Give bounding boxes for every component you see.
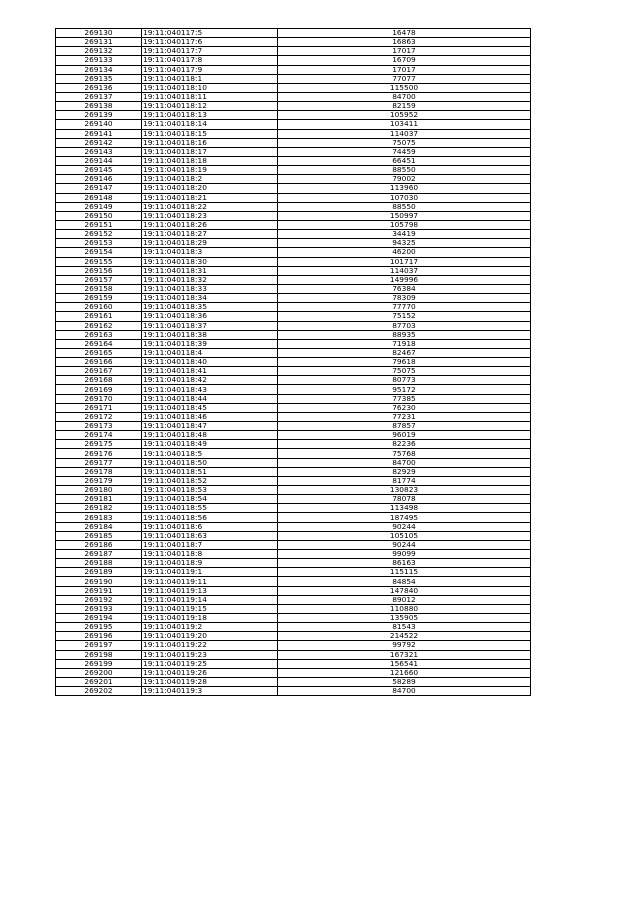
row-number-cell: 269139 <box>56 111 142 120</box>
table-row <box>56 321 531 330</box>
table-row <box>56 193 531 202</box>
row-number-cell: 269171 <box>56 403 142 412</box>
row-number-cell: 269151 <box>56 220 142 229</box>
value-cell: 214522 <box>278 632 531 641</box>
row-number-cell: 269133 <box>56 56 142 65</box>
table-row <box>56 257 531 266</box>
cadastral-number-cell: 19:11:040118:45 <box>142 403 278 412</box>
row-number-cell: 269159 <box>56 294 142 303</box>
value-cell: 84854 <box>278 577 531 586</box>
table-row <box>56 358 531 367</box>
cadastral-number-cell: 19:11:040118:4 <box>142 348 278 357</box>
row-number-cell: 269192 <box>56 595 142 604</box>
cadastral-number-cell: 19:11:040118:36 <box>142 312 278 321</box>
cadastral-number-cell: 19:11:040118:35 <box>142 303 278 312</box>
value-cell: 86163 <box>278 559 531 568</box>
table-row <box>56 202 531 211</box>
cadastral-number-cell: 19:11:040118:16 <box>142 138 278 147</box>
row-number-cell: 269196 <box>56 632 142 641</box>
row-number-cell: 269174 <box>56 431 142 440</box>
table-row <box>56 120 531 129</box>
table-row <box>56 659 531 668</box>
cadastral-number-cell: 19:11:040118:9 <box>142 559 278 568</box>
table-row <box>56 284 531 293</box>
table-row <box>56 339 531 348</box>
value-cell: 101717 <box>278 257 531 266</box>
value-cell: 82236 <box>278 440 531 449</box>
value-cell: 115115 <box>278 568 531 577</box>
cadastral-number-cell: 19:11:040119:22 <box>142 641 278 650</box>
value-cell: 77231 <box>278 412 531 421</box>
cadastral-number-cell: 19:11:040117:5 <box>142 29 278 38</box>
row-number-cell: 269137 <box>56 92 142 101</box>
table-row <box>56 394 531 403</box>
cadastral-number-cell: 19:11:040119:26 <box>142 668 278 677</box>
cadastral-number-cell: 19:11:040118:43 <box>142 385 278 394</box>
row-number-cell: 269184 <box>56 522 142 531</box>
row-number-cell: 269199 <box>56 659 142 668</box>
row-number-cell: 269173 <box>56 422 142 431</box>
table-row <box>56 431 531 440</box>
row-number-cell: 269131 <box>56 38 142 47</box>
cadastral-number-cell: 19:11:040118:29 <box>142 239 278 248</box>
cadastral-number-cell: 19:11:040119:13 <box>142 586 278 595</box>
row-number-cell: 269158 <box>56 284 142 293</box>
row-number-cell: 269200 <box>56 668 142 677</box>
cadastral-number-cell: 19:11:040118:20 <box>142 184 278 193</box>
table-row <box>56 312 531 321</box>
table-row <box>56 604 531 613</box>
cadastral-number-cell: 19:11:040118:1 <box>142 74 278 83</box>
cadastral-number-cell: 19:11:040119:2 <box>142 623 278 632</box>
value-cell: 94325 <box>278 239 531 248</box>
row-number-cell: 269134 <box>56 65 142 74</box>
table-row <box>56 330 531 339</box>
table-row <box>56 266 531 275</box>
value-cell: 105952 <box>278 111 531 120</box>
value-cell: 114037 <box>278 129 531 138</box>
value-cell: 88935 <box>278 330 531 339</box>
table-row <box>56 623 531 632</box>
cadastral-number-cell: 19:11:040118:37 <box>142 321 278 330</box>
table-row <box>56 385 531 394</box>
row-number-cell: 269162 <box>56 321 142 330</box>
table-row <box>56 632 531 641</box>
row-number-cell: 269148 <box>56 193 142 202</box>
cadastral-number-cell: 19:11:040118:50 <box>142 458 278 467</box>
value-cell: 113498 <box>278 504 531 513</box>
value-cell: 58289 <box>278 677 531 686</box>
value-cell: 75075 <box>278 367 531 376</box>
cadastral-number-cell: 19:11:040118:21 <box>142 193 278 202</box>
cadastral-number-cell: 19:11:040118:52 <box>142 476 278 485</box>
cadastral-number-cell: 19:11:040118:56 <box>142 513 278 522</box>
row-number-cell: 269194 <box>56 614 142 623</box>
value-cell: 76230 <box>278 403 531 412</box>
value-cell: 115500 <box>278 83 531 92</box>
table-row <box>56 550 531 559</box>
table-row <box>56 687 531 696</box>
value-cell: 105798 <box>278 220 531 229</box>
value-cell: 77077 <box>278 74 531 83</box>
row-number-cell: 269201 <box>56 677 142 686</box>
row-number-cell: 269143 <box>56 147 142 156</box>
row-number-cell: 269140 <box>56 120 142 129</box>
value-cell: 76384 <box>278 284 531 293</box>
row-number-cell: 269195 <box>56 623 142 632</box>
table-row <box>56 559 531 568</box>
value-cell: 81543 <box>278 623 531 632</box>
cadastral-number-cell: 19:11:040118:3 <box>142 248 278 257</box>
row-number-cell: 269153 <box>56 239 142 248</box>
cadastral-number-cell: 19:11:040117:8 <box>142 56 278 65</box>
table-row <box>56 458 531 467</box>
table-row <box>56 440 531 449</box>
row-number-cell: 269180 <box>56 486 142 495</box>
row-number-cell: 269176 <box>56 449 142 458</box>
table-row <box>56 677 531 686</box>
row-number-cell: 269156 <box>56 266 142 275</box>
value-cell: 77385 <box>278 394 531 403</box>
value-cell: 187495 <box>278 513 531 522</box>
value-cell: 105105 <box>278 531 531 540</box>
table-row <box>56 504 531 513</box>
row-number-cell: 269197 <box>56 641 142 650</box>
table-row <box>56 138 531 147</box>
cadastral-number-cell: 19:11:040119:3 <box>142 687 278 696</box>
table-row <box>56 568 531 577</box>
cadastral-number-cell: 19:11:040118:6 <box>142 522 278 531</box>
cadastral-number-cell: 19:11:040118:22 <box>142 202 278 211</box>
row-number-cell: 269181 <box>56 495 142 504</box>
value-cell: 46200 <box>278 248 531 257</box>
cadastral-number-cell: 19:11:040118:34 <box>142 294 278 303</box>
cadastral-number-cell: 19:11:040118:39 <box>142 339 278 348</box>
cadastral-number-cell: 19:11:040119:20 <box>142 632 278 641</box>
cadastral-number-cell: 19:11:040118:55 <box>142 504 278 513</box>
table-row <box>56 540 531 549</box>
cadastral-number-cell: 19:11:040119:15 <box>142 604 278 613</box>
row-number-cell: 269185 <box>56 531 142 540</box>
value-cell: 130823 <box>278 486 531 495</box>
cadastral-number-cell: 19:11:040118:30 <box>142 257 278 266</box>
table-row <box>56 248 531 257</box>
cadastral-number-cell: 19:11:040118:32 <box>142 275 278 284</box>
row-number-cell: 269136 <box>56 83 142 92</box>
cadastral-number-cell: 19:11:040118:33 <box>142 284 278 293</box>
table-row <box>56 111 531 120</box>
value-cell: 75768 <box>278 449 531 458</box>
cadastral-number-cell: 19:11:040119:18 <box>142 614 278 623</box>
row-number-cell: 269164 <box>56 339 142 348</box>
value-cell: 78309 <box>278 294 531 303</box>
table-row <box>56 184 531 193</box>
value-cell: 107030 <box>278 193 531 202</box>
value-cell: 95172 <box>278 385 531 394</box>
value-cell: 34419 <box>278 230 531 239</box>
cadastral-number-cell: 19:11:040118:47 <box>142 422 278 431</box>
cadastral-number-cell: 19:11:040118:18 <box>142 156 278 165</box>
value-cell: 113960 <box>278 184 531 193</box>
table-row <box>56 513 531 522</box>
table-row <box>56 650 531 659</box>
cadastral-number-cell: 19:11:040118:40 <box>142 358 278 367</box>
row-number-cell: 269186 <box>56 540 142 549</box>
cadastral-number-cell: 19:11:040118:14 <box>142 120 278 129</box>
value-cell: 150997 <box>278 211 531 220</box>
value-cell: 81774 <box>278 476 531 485</box>
row-number-cell: 269142 <box>56 138 142 147</box>
cadastral-number-cell: 19:11:040118:5 <box>142 449 278 458</box>
value-cell: 78078 <box>278 495 531 504</box>
value-cell: 99099 <box>278 550 531 559</box>
value-cell: 147840 <box>278 586 531 595</box>
table-row <box>56 294 531 303</box>
cadastral-number-cell: 19:11:040118:41 <box>142 367 278 376</box>
cadastral-number-cell: 19:11:040118:38 <box>142 330 278 339</box>
table-row <box>56 211 531 220</box>
table-row <box>56 412 531 421</box>
table-row <box>56 275 531 284</box>
table-row <box>56 467 531 476</box>
table-row <box>56 239 531 248</box>
value-cell: 79618 <box>278 358 531 367</box>
row-number-cell: 269165 <box>56 348 142 357</box>
value-cell: 149996 <box>278 275 531 284</box>
row-number-cell: 269179 <box>56 476 142 485</box>
data-table <box>55 28 531 696</box>
row-number-cell: 269150 <box>56 211 142 220</box>
value-cell: 90244 <box>278 522 531 531</box>
cadastral-number-cell: 19:11:040118:17 <box>142 147 278 156</box>
table-row <box>56 230 531 239</box>
table-row <box>56 156 531 165</box>
row-number-cell: 269160 <box>56 303 142 312</box>
table-row <box>56 641 531 650</box>
cadastral-number-cell: 19:11:040118:44 <box>142 394 278 403</box>
table-row <box>56 47 531 56</box>
table-row <box>56 29 531 38</box>
row-number-cell: 269149 <box>56 202 142 211</box>
value-cell: 84700 <box>278 92 531 101</box>
row-number-cell: 269161 <box>56 312 142 321</box>
value-cell: 84700 <box>278 687 531 696</box>
row-number-cell: 269168 <box>56 376 142 385</box>
row-number-cell: 269189 <box>56 568 142 577</box>
row-number-cell: 269188 <box>56 559 142 568</box>
value-cell: 114037 <box>278 266 531 275</box>
cadastral-number-cell: 19:11:040119:25 <box>142 659 278 668</box>
table-row <box>56 476 531 485</box>
value-cell: 103411 <box>278 120 531 129</box>
row-number-cell: 269135 <box>56 74 142 83</box>
cadastral-number-cell: 19:11:040117:7 <box>142 47 278 56</box>
row-number-cell: 269132 <box>56 47 142 56</box>
value-cell: 74459 <box>278 147 531 156</box>
row-number-cell: 269163 <box>56 330 142 339</box>
row-number-cell: 269155 <box>56 257 142 266</box>
table-row <box>56 495 531 504</box>
value-cell: 110880 <box>278 604 531 613</box>
cadastral-number-cell: 19:11:040118:54 <box>142 495 278 504</box>
value-cell: 135905 <box>278 614 531 623</box>
row-number-cell: 269130 <box>56 29 142 38</box>
value-cell: 66451 <box>278 156 531 165</box>
value-cell: 82467 <box>278 348 531 357</box>
row-number-cell: 269154 <box>56 248 142 257</box>
table-row <box>56 586 531 595</box>
value-cell: 77770 <box>278 303 531 312</box>
cadastral-number-cell: 19:11:040117:6 <box>142 38 278 47</box>
value-cell: 88550 <box>278 166 531 175</box>
table-row <box>56 614 531 623</box>
row-number-cell: 269146 <box>56 175 142 184</box>
cadastral-number-cell: 19:11:040118:51 <box>142 467 278 476</box>
row-number-cell: 269157 <box>56 275 142 284</box>
table-row <box>56 74 531 83</box>
value-cell: 90244 <box>278 540 531 549</box>
cadastral-number-cell: 19:11:040118:49 <box>142 440 278 449</box>
table-row <box>56 175 531 184</box>
cadastral-number-cell: 19:11:040118:8 <box>142 550 278 559</box>
cadastral-number-cell: 19:11:040118:27 <box>142 230 278 239</box>
table-row <box>56 220 531 229</box>
row-number-cell: 269152 <box>56 230 142 239</box>
cadastral-number-cell: 19:11:040118:48 <box>142 431 278 440</box>
cadastral-number-cell: 19:11:040119:1 <box>142 568 278 577</box>
table-row <box>56 102 531 111</box>
table-row <box>56 129 531 138</box>
row-number-cell: 269178 <box>56 467 142 476</box>
row-number-cell: 269169 <box>56 385 142 394</box>
table-row <box>56 147 531 156</box>
table-row <box>56 92 531 101</box>
table-row <box>56 449 531 458</box>
row-number-cell: 269175 <box>56 440 142 449</box>
cadastral-number-cell: 19:11:040118:26 <box>142 220 278 229</box>
value-cell: 17017 <box>278 65 531 74</box>
cadastral-number-cell: 19:11:040118:2 <box>142 175 278 184</box>
value-cell: 156541 <box>278 659 531 668</box>
value-cell: 16709 <box>278 56 531 65</box>
cadastral-number-cell: 19:11:040118:13 <box>142 111 278 120</box>
value-cell: 89012 <box>278 595 531 604</box>
table-row <box>56 367 531 376</box>
row-number-cell: 269177 <box>56 458 142 467</box>
value-cell: 96019 <box>278 431 531 440</box>
row-number-cell: 269141 <box>56 129 142 138</box>
cadastral-number-cell: 19:11:040118:53 <box>142 486 278 495</box>
row-number-cell: 269183 <box>56 513 142 522</box>
row-number-cell: 269144 <box>56 156 142 165</box>
table-row <box>56 577 531 586</box>
value-cell: 99792 <box>278 641 531 650</box>
row-number-cell: 269147 <box>56 184 142 193</box>
row-number-cell: 269191 <box>56 586 142 595</box>
value-cell: 71918 <box>278 339 531 348</box>
value-cell: 121660 <box>278 668 531 677</box>
cadastral-number-cell: 19:11:040119:28 <box>142 677 278 686</box>
row-number-cell: 269172 <box>56 412 142 421</box>
cadastral-number-cell: 19:11:040118:12 <box>142 102 278 111</box>
cadastral-number-cell: 19:11:040118:46 <box>142 412 278 421</box>
table-row <box>56 38 531 47</box>
table-row <box>56 303 531 312</box>
cadastral-number-cell: 19:11:040119:11 <box>142 577 278 586</box>
row-number-cell: 269202 <box>56 687 142 696</box>
cadastral-number-cell: 19:11:040119:14 <box>142 595 278 604</box>
value-cell: 16478 <box>278 29 531 38</box>
cadastral-number-cell: 19:11:040117:9 <box>142 65 278 74</box>
table-row <box>56 486 531 495</box>
table-row <box>56 531 531 540</box>
cadastral-number-cell: 19:11:040118:31 <box>142 266 278 275</box>
table-row <box>56 522 531 531</box>
table-row <box>56 166 531 175</box>
table-row <box>56 595 531 604</box>
value-cell: 82159 <box>278 102 531 111</box>
row-number-cell: 269145 <box>56 166 142 175</box>
value-cell: 79002 <box>278 175 531 184</box>
row-number-cell: 269190 <box>56 577 142 586</box>
row-number-cell: 269166 <box>56 358 142 367</box>
value-cell: 75152 <box>278 312 531 321</box>
row-number-cell: 269193 <box>56 604 142 613</box>
table-row <box>56 668 531 677</box>
cadastral-number-cell: 19:11:040118:23 <box>142 211 278 220</box>
cadastral-number-cell: 19:11:040118:63 <box>142 531 278 540</box>
cadastral-number-cell: 19:11:040118:15 <box>142 129 278 138</box>
row-number-cell: 269187 <box>56 550 142 559</box>
cadastral-number-cell: 19:11:040118:19 <box>142 166 278 175</box>
row-number-cell: 269182 <box>56 504 142 513</box>
value-cell: 17017 <box>278 47 531 56</box>
row-number-cell: 269198 <box>56 650 142 659</box>
table-row <box>56 403 531 412</box>
row-number-cell: 269138 <box>56 102 142 111</box>
row-number-cell: 269167 <box>56 367 142 376</box>
table-row <box>56 83 531 92</box>
value-cell: 75075 <box>278 138 531 147</box>
value-cell: 16863 <box>278 38 531 47</box>
cadastral-number-cell: 19:11:040118:7 <box>142 540 278 549</box>
table-row <box>56 422 531 431</box>
table-body <box>56 29 531 696</box>
cadastral-number-cell: 19:11:040118:10 <box>142 83 278 92</box>
value-cell: 87857 <box>278 422 531 431</box>
table-row <box>56 348 531 357</box>
row-number-cell: 269170 <box>56 394 142 403</box>
table-row <box>56 376 531 385</box>
value-cell: 82929 <box>278 467 531 476</box>
cadastral-number-cell: 19:11:040119:23 <box>142 650 278 659</box>
table-row <box>56 65 531 74</box>
value-cell: 87703 <box>278 321 531 330</box>
value-cell: 84700 <box>278 458 531 467</box>
value-cell: 80773 <box>278 376 531 385</box>
table-row <box>56 56 531 65</box>
cadastral-number-cell: 19:11:040118:42 <box>142 376 278 385</box>
cadastral-number-cell: 19:11:040118:11 <box>142 92 278 101</box>
value-cell: 167321 <box>278 650 531 659</box>
value-cell: 88550 <box>278 202 531 211</box>
